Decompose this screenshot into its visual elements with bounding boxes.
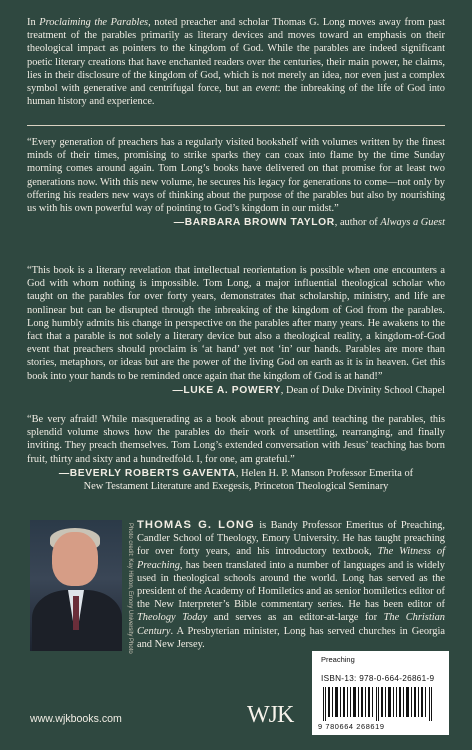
barcode-box bbox=[312, 651, 449, 735]
bio-book-title: Theology Today bbox=[137, 612, 208, 624]
endorser-role: , Dean of Duke Divinity School Chapel bbox=[280, 384, 445, 396]
category-label: Preaching bbox=[321, 655, 355, 664]
endorsement-gaventa bbox=[27, 413, 445, 493]
divider bbox=[27, 125, 445, 126]
bio-book-title: The Witness of Preaching bbox=[137, 546, 445, 571]
description-text: , noted preacher and scholar Thomas G. Long moves away from past treatment of the parables primarily as literary devices and moves toward an emphasis on their theological impact as pointers to the kingdom of God. While the parables are indeed significant poetic literary creations that have enchanted readers over the centuries, their main power, he claims, lies in their disclosure of the kingdom of God, which is not merely an idea, nor even just a complex symbol with generative and centrifugal force, but an bbox=[27, 17, 445, 95]
endorsement-taylor bbox=[27, 136, 445, 229]
endorsement-attribution bbox=[27, 467, 445, 493]
endorsement-powery bbox=[27, 264, 445, 397]
endorser-role: , author of bbox=[334, 217, 381, 229]
author-photo bbox=[30, 520, 122, 651]
endorsement-text: “Be very afraid! While masquerading as a book about preaching and teaching the parables, this splendid volume shows how the parables do their work of unsettling, rearranging, and finally inviting. They preach themselves. Tom Long’s extended conversation with Jesus’ teaching has born fruit, thirty and sixty and a hundredfold. I, for one, am grateful.” bbox=[27, 414, 445, 465]
endorser-book: Always a Guest bbox=[380, 217, 445, 229]
description-text: : the inbreaking of the life of God into human history and experience. bbox=[27, 83, 445, 108]
endorser-name: —BARBARA BROWN TAYLOR bbox=[173, 217, 335, 229]
author-bio bbox=[137, 519, 445, 651]
endorser-role: , Helen H. P. Manson Professor Emerita of bbox=[235, 467, 414, 479]
publisher-url[interactable]: www.wjkbooks.com bbox=[30, 713, 122, 725]
endorser-name: —BEVERLY ROBERTS GAVENTA bbox=[58, 467, 236, 479]
book-title: Proclaiming the Parables bbox=[39, 17, 149, 28]
bio-text: . A Presbyterian minister, Long has served churches in Georgia and New Jersey. bbox=[137, 625, 445, 650]
book-description bbox=[27, 16, 445, 108]
endorsement-attribution bbox=[27, 216, 445, 229]
bio-book-title: The Christian Century bbox=[137, 612, 445, 637]
barcode-bars bbox=[321, 687, 439, 721]
publisher-logo: WJK bbox=[247, 702, 294, 728]
photo-credit: Photo credit: Kay Hinton, Emory University Photo bbox=[127, 523, 133, 654]
author-name: THOMAS G. LONG bbox=[137, 519, 255, 531]
endorsement-attribution bbox=[27, 384, 445, 397]
isbn-label: ISBN-13: 978-0-664-26861-9 bbox=[321, 674, 435, 683]
endorsement-text: “This book is a literary revelation that intellectual reorientation is possible when one encounters a God with whom nothing is impossible. Tom Long, a major influential theological scholar who taught on the parables for over forty years, demonstrates that scholarship, ministry, and life are nonlinear but can be disrupted through the inbreaking of the kingdom of God from the parables. Long humbly admits his change in perspective on the parables after many years. He awakens to the fact that a parable is not solely a literary device but also a theological reality, a kingdom-of-God event that preachers should proclaim is ‘at hand’ yet not ‘in’ our hands. Parables are more than stories, metaphors, or ideas but are the power of the living God on earth as it is in heaven. Get this book into your hands to be reminded once again that the kingdom of God is at hand!” bbox=[27, 265, 445, 382]
bio-text: and serves as an editor-at-large for bbox=[207, 612, 384, 624]
endorsement-text: “Every generation of preachers has a regularly visited bookshelf with volumes written by the finest minds of their times, promising to strike sparks they can coax into flame by the time Sunday morning comes around again. Tom Long’s books have delivered on that promise for at least two generations now. With this new volume, he secures his legacy for generations to come—not only by offering his readers new ways of thinking about the purpose of the parables but also by nourishing us with his own powerful way of pointing to God’s kingdom in our midst.” bbox=[27, 137, 445, 215]
bio-text: is Bandy Professor Emeritus of Preaching, Candler School of Theology, Emory University. He has taught preaching for over forty years, and his introductory textbook, bbox=[137, 520, 445, 558]
event-emphasis: event bbox=[255, 83, 278, 95]
bio-text: , has been translated into a number of languages and is widely used in theological schools around the world. Long has served as the president of the Academy of Homiletics and as senior homiletics editor of the New Interpreter’s Bible commentary series. He has been editor of bbox=[137, 559, 445, 611]
endorser-name: —LUKE A. POWERY bbox=[172, 384, 281, 396]
barcode-digits: 9 780664 268619 bbox=[318, 722, 385, 731]
endorser-role: New Testament Literature and Exegesis, Princeton Theological Seminary bbox=[83, 481, 389, 493]
description-text: In bbox=[27, 17, 40, 28]
